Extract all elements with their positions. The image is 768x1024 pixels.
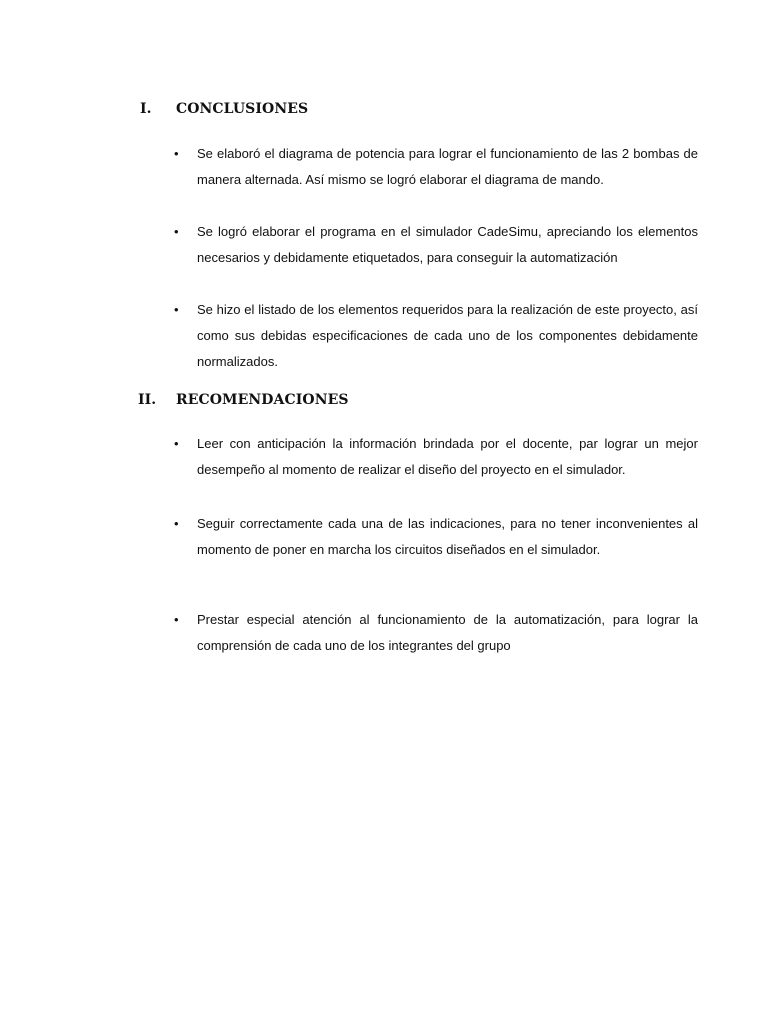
list-item (174, 431, 698, 483)
list-item (174, 141, 698, 193)
list-item (174, 219, 698, 271)
bullet-icon: • (174, 224, 179, 239)
list-item (174, 511, 698, 563)
list-item-text: Seguir correctamente cada una de las indicaciones, para no tener inconvenientes al momento de poner en marcha los circuitos diseñados en el simulador. (197, 516, 698, 557)
list-item-text: Leer con anticipación la información brindada por el docente, par lograr un mejor desempeño al momento de realizar el diseño del proyecto en el simulador. (197, 436, 698, 477)
bullet-icon: • (174, 146, 179, 161)
bullet-icon: • (174, 436, 179, 451)
list-item-text: Se elaboró el diagrama de potencia para lograr el funcionamiento de las 2 bombas de manera alternada. Así mismo se logró elaborar el diagrama de mando. (197, 146, 698, 187)
section-title: RECOMENDACIONES (176, 392, 349, 408)
section-number: II. (138, 392, 157, 408)
list-item (174, 297, 698, 375)
section-title: CONCLUSIONES (176, 101, 309, 117)
list-item-text: Prestar especial atención al funcionamiento de la automatización, para lograr la comprensión de cada uno de los integrantes del grupo (197, 612, 698, 653)
bullet-icon: • (174, 302, 179, 317)
bullet-icon: • (174, 612, 179, 627)
list-item-text: Se logró elaborar el programa en el simulador CadeSimu, apreciando los elementos necesarios y debidamente etiquetados, para conseguir la automatización (197, 224, 698, 265)
list-item-text: Se hizo el listado de los elementos requeridos para la realización de este proyecto, así como sus debidas especificaciones de cada uno de los componentes debidamente normalizados. (197, 302, 698, 369)
section-number: I. (140, 101, 152, 117)
bullet-icon: • (174, 516, 179, 531)
list-item (174, 607, 698, 659)
